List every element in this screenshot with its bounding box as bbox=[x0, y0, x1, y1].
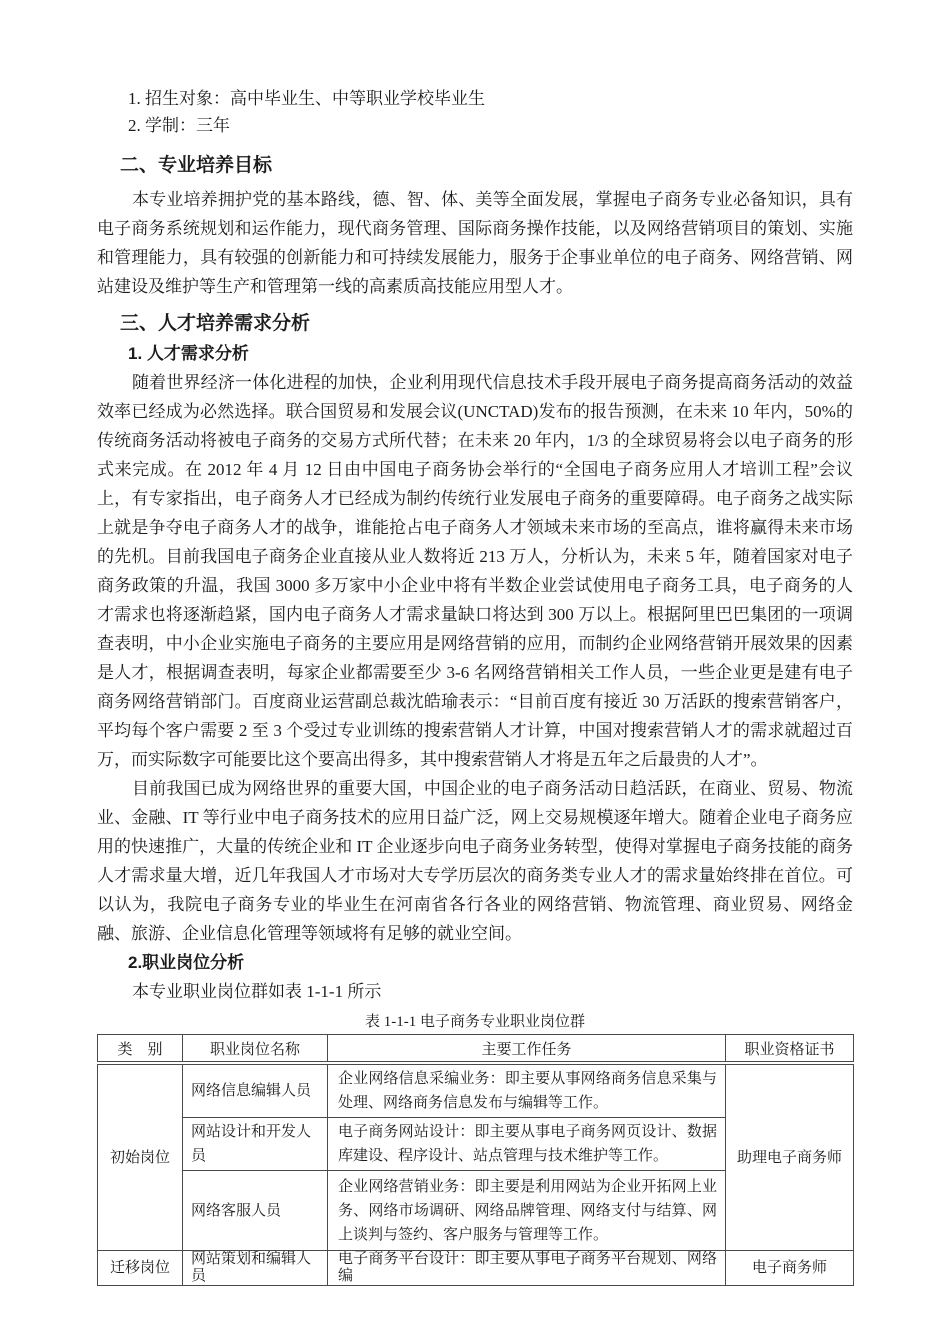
subheading-talent-demand-analysis: 1. 人才需求分析 bbox=[128, 344, 249, 363]
cell-tasks: 企业网络营销业务：即主要是利用网站为企业开拓网上业务、网络市场调研、网络品牌管理、网络支付与结算、网上谈判与签约、客户服务与管理等工作。 bbox=[328, 1171, 726, 1251]
header-cell-main-tasks: 主要工作任务 bbox=[328, 1035, 726, 1064]
cell-position: 网络客服人员 bbox=[183, 1171, 328, 1251]
section-heading-talent-demand: 三、人才培养需求分析 bbox=[120, 313, 311, 334]
header-cell-category: 类 别 bbox=[98, 1035, 183, 1064]
subheading-job-position-analysis: 2.职业岗位分析 bbox=[128, 953, 245, 972]
cell-tasks: 电子商务网站设计：即主要从事电子商务网页设计、数据库建设、程序设计、站点管理与技术维护等工作。 bbox=[328, 1118, 726, 1171]
table-lead-sentence: 本专业职业岗位群如表 1-1-1 所示 bbox=[132, 982, 382, 1001]
paragraph-training-goal: 本专业培养拥护党的基本路线，德、智、体、美等全面发展，掌握电子商务专业必备知识，具有电子商务系统规划和运作能力，现代商务管理、国际商务操作技能，以及网络营销项目的策划、实施和管理能力，具有较强的创新能力和可持续发展能力，服务于企事业单位的电子商务、网络营销、网站建设及维护等生产和管理第一线的高素质高技能应用型人才。 bbox=[97, 190, 853, 296]
table-row bbox=[98, 1063, 854, 1118]
cell-tasks: 企业网络信息采编业务：即主要从事网络商务信息采集与处理、网络商务信息发布与编辑等工作。 bbox=[328, 1063, 726, 1118]
list-item-study-length: 2. 学制：三年 bbox=[128, 116, 230, 135]
cell-category-transfer: 迁移岗位 bbox=[98, 1251, 183, 1286]
cell-position: 网站设计和开发人员 bbox=[183, 1118, 328, 1171]
header-cell-position-name: 职业岗位名称 bbox=[183, 1035, 328, 1064]
cell-category-initial: 初始岗位 bbox=[98, 1063, 183, 1251]
table-header-row bbox=[98, 1035, 854, 1064]
paragraph-talent-demand-2: 目前我国已成为网络世界的重要大国，中国企业的电子商务活动日趋活跃，在商业、贸易、物流业、金融、IT 等行业中电子商务技术的应用日益广泛，网上交易规模逐年增大。随着企业电子商务应用的快速推广，大量的传统企业和 IT 企业逐步向电子商务业务转型，使得对掌握电子商务技能的商务人才需求量大增，近几年我国人才市场对大专学历层次的商务类专业人才的需求量始终排在首位。可以认为，我院电子商务专业的毕业生在河南省各行各业的网络营销、物流管理、商业贸易、网络金融、旅游、企业信息化管理等领域将有足够的就业空间。 bbox=[97, 779, 853, 943]
job-positions-table bbox=[97, 1034, 854, 1286]
cell-tasks: 电子商务平台设计：即主要从事电子商务平台规划、网络编 bbox=[328, 1251, 726, 1286]
section-heading-training-goal: 二、专业培养目标 bbox=[120, 155, 273, 176]
table-row bbox=[98, 1251, 854, 1286]
cell-certificate: 电子商务师 bbox=[726, 1251, 854, 1286]
list-item-enrollment-target: 1. 招生对象：高中毕业生、中等职业学校毕业生 bbox=[128, 89, 485, 108]
paragraph-talent-demand-1: 随着世界经济一体化进程的加快，企业利用现代信息技术手段开展电子商务提高商务活动的效益效率已经成为必然选择。联合国贸易和发展会议(UNCTAD)发布的报告预测，在未来 10 年内，50%的传统商务活动将被电子商务的交易方式所代替；在未来 20 年内，1/3 的全球贸易将会以电子商务的形式来完成。在 2012 年 4 月 12 日由中国电子商务协会举行的“全国电子商务应用人才培训工程”会议上，有专家指出，电子商务人才已经成为制约传统行业发展电子商务的重要障碍。电子商务之战实际上就是争夺电子商务人才的战争，谁能抢占电子商务人才领域未来市场的至高点，谁将赢得未来市场的先机。目前我国电子商务企业直接从业人数将近 213 万人，分析认为，未来 5 年，随着国家对电子商务政策的升温，我国 3000 多万家中小企业中将有半数企业尝试使用电子商务工具，电子商务的人才需求也将逐渐趋紧，国内电子商务人才需求量缺口将达到 300 万以上。根据阿里巴巴集团的一项调查表明，中小企业实施电子商务的主要应用是网络营销的应用，而制约企业网络营销开展效果的因素是人才，根据调查表明，每家企业都需要至少 3-6 名网络营销相关工作人员，一些企业更是建有电子商务网络营销部门。百度商业运营副总裁沈皓瑜表示：“目前百度有接近 30 万活跃的搜索营销客户，平均每个客户需要 2 至 3 个受过专业训练的搜索营销人才计算，中国对搜索营销人才的需求就超过百万，而实际数字可能要比这个要高出得多，其中搜索营销人才将是五年之后最贵的人才”。 bbox=[97, 373, 853, 769]
cell-position: 网络信息编辑人员 bbox=[183, 1063, 328, 1118]
cell-certificate: 助理电子商务师 bbox=[726, 1063, 854, 1251]
table-caption: 表 1-1-1 电子商务专业职业岗位群 bbox=[365, 1014, 585, 1030]
header-cell-certificate: 职业资格证书 bbox=[726, 1035, 854, 1064]
cell-position: 网站策划和编辑人员 bbox=[183, 1251, 328, 1286]
